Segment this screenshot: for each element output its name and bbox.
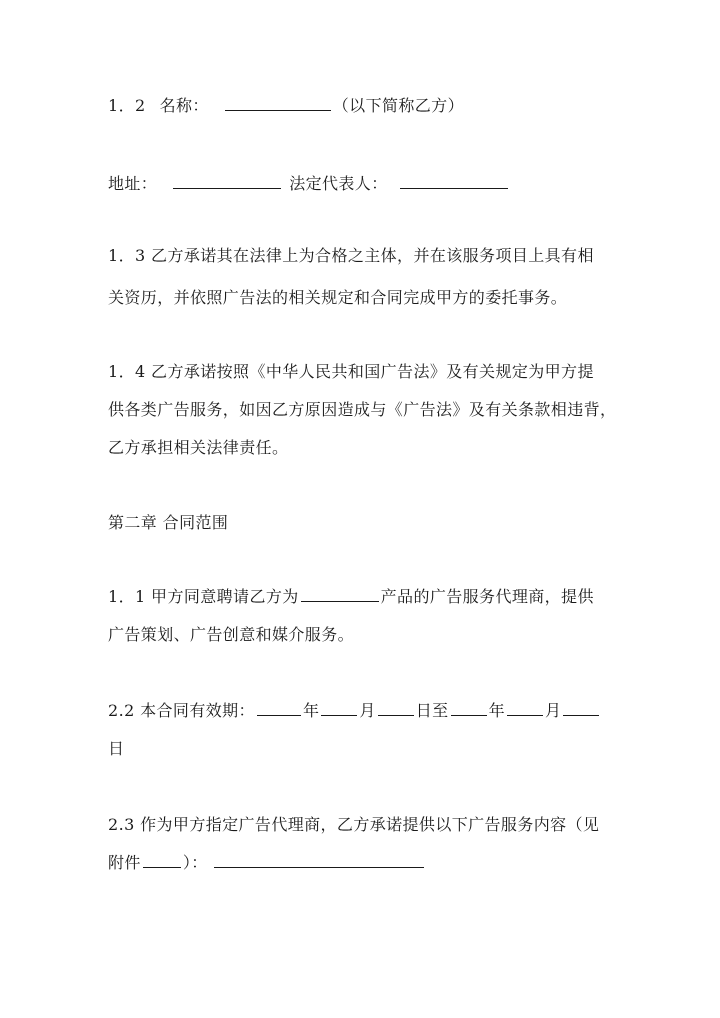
clause-1-4-line-2: 供各类广告服务，如因乙方原因造成与《广告法》及有关条款相违背， [108, 400, 617, 419]
clause-1-3-line-2: 关资历，并依照广告法的相关规定和合同完成甲方的委托事务。 [108, 288, 568, 307]
start-month-blank[interactable] [321, 700, 357, 716]
product-blank[interactable] [301, 586, 379, 602]
clause-number: 1．2 [108, 96, 146, 115]
term-label: 2.2 本合同有效期： [108, 701, 255, 720]
clause-1-1-prefix: 1．1 甲方同意聘请乙方为 [108, 587, 299, 606]
start-year-label: 年 [302, 701, 320, 720]
start-month-label: 月 [359, 701, 376, 720]
service-content-blank[interactable] [214, 852, 424, 868]
address-line [108, 173, 510, 195]
end-month-blank[interactable] [507, 700, 543, 716]
clause-2-3-line-2 [108, 852, 426, 874]
end-month-label: 月 [544, 701, 562, 720]
start-day-blank[interactable] [378, 700, 414, 716]
end-year-label: 年 [488, 701, 505, 720]
clause-1-2-name [108, 95, 464, 117]
clause-2-2-line-1 [108, 700, 601, 722]
clause-1-1-line-2: 广告策划、广告创意和媒介服务。 [108, 625, 355, 644]
clause-1-4-line-1: 1．4 乙方承诺按照《中华人民共和国广告法》及有关规定为甲方提 [108, 362, 594, 381]
address-blank[interactable] [173, 173, 281, 189]
clause-1-3-line-1: 1．3 乙方承诺其在法律上为合格之主体，并在该服务项目上具有相 [108, 246, 594, 265]
clause-1-1-suffix: 产品的广告服务代理商，提供 [380, 587, 594, 606]
end-day-blank[interactable] [563, 700, 599, 716]
attachment-label: 附件 [108, 853, 141, 872]
start-year-blank[interactable] [257, 700, 301, 716]
name-suffix: （以下简称乙方） [332, 96, 464, 115]
attachment-number-blank[interactable] [143, 852, 181, 868]
clause-2-3-line-1: 2.3 作为甲方指定广告代理商，乙方承诺提供以下广告服务内容（见 [108, 815, 600, 834]
attachment-suffix: ）： [182, 853, 208, 872]
chapter-2-heading: 第二章 合同范围 [108, 513, 229, 532]
clause-1-1-line-1 [108, 586, 594, 608]
legal-rep-label: 法定代表人： [289, 174, 388, 193]
clause-2-2-line-2: 日 [108, 739, 125, 758]
legal-rep-blank[interactable] [400, 173, 508, 189]
name-blank[interactable] [225, 95, 331, 111]
start-day-label: 日至 [415, 701, 449, 720]
name-label: 名称： [159, 96, 209, 115]
clause-1-4-line-3: 乙方承担相关法律责任。 [108, 438, 289, 457]
end-year-blank[interactable] [451, 700, 487, 716]
address-label: 地址： [108, 174, 158, 193]
